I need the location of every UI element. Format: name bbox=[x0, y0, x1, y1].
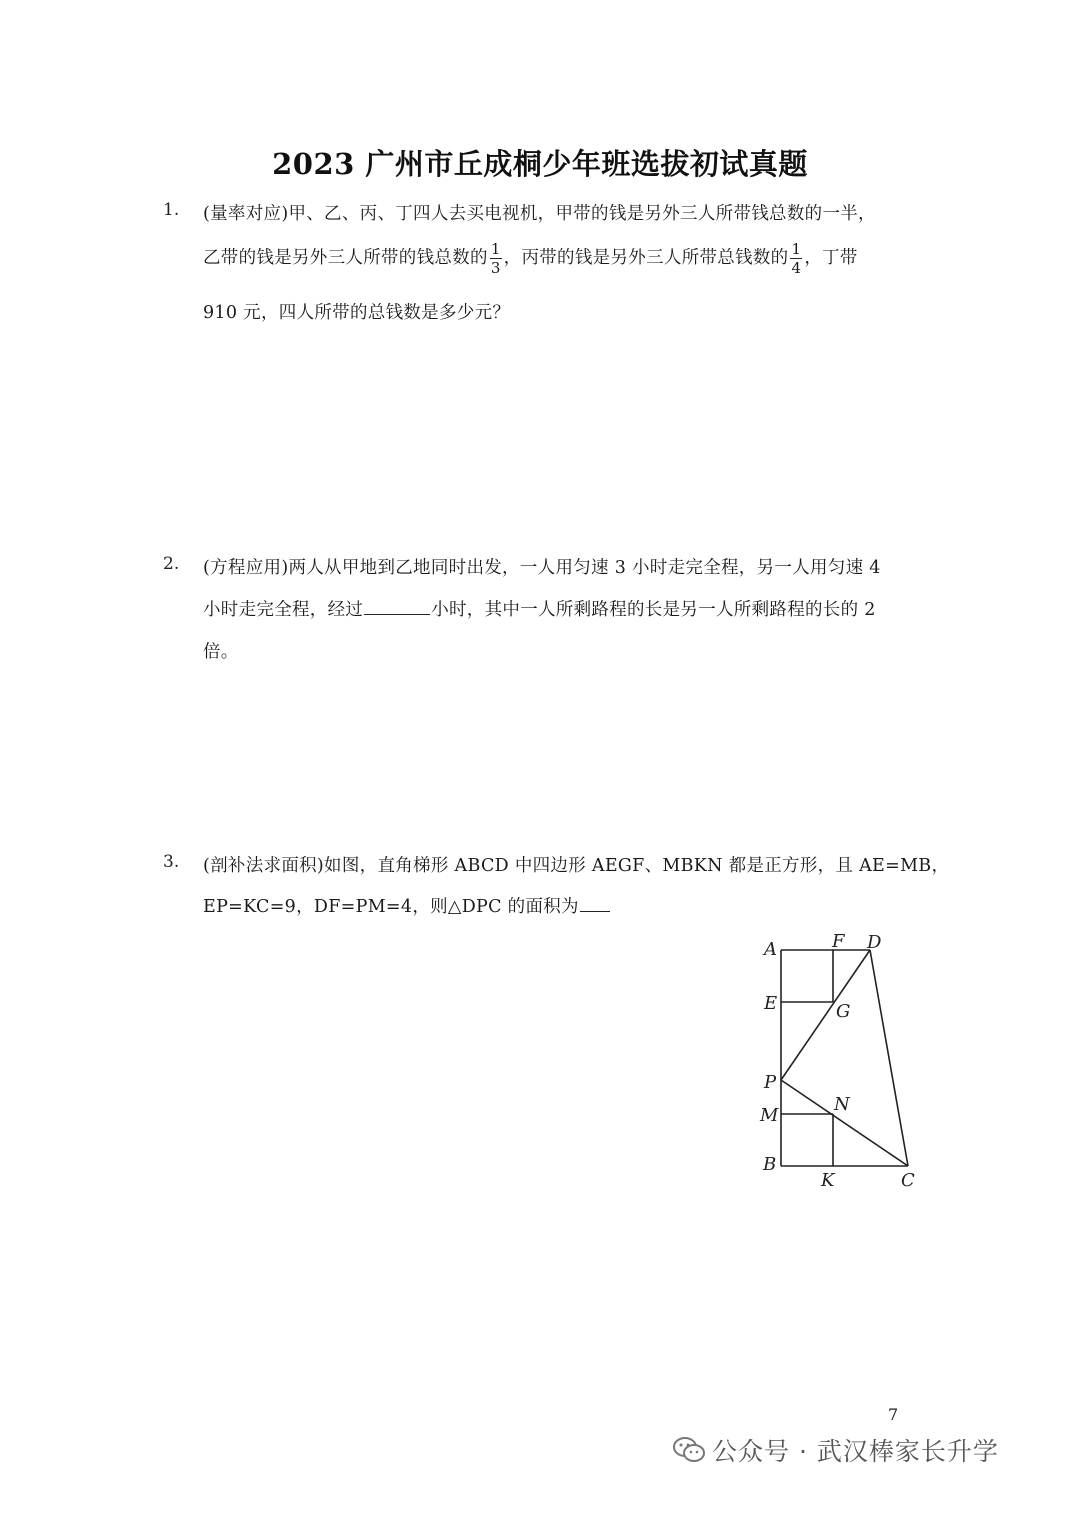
label-a: A bbox=[764, 939, 777, 960]
question-1-text-c: ，丁带 bbox=[804, 248, 858, 268]
segment-pc bbox=[781, 1080, 908, 1166]
label-f: F bbox=[832, 931, 845, 952]
question-3-text: EP=KC=9，DF=PM=4，则△DPC 的面积为 bbox=[203, 897, 579, 917]
question-3-line-1: (剖补法求面积)如图，直角梯形 ABCD 中四边形 AEGF、MBKN 都是正方形，且 AE=MB， bbox=[203, 856, 950, 876]
label-c: C bbox=[901, 1170, 915, 1191]
question-2-text-a: 小时走完全程，经过 bbox=[203, 600, 364, 620]
page-number: 7 bbox=[888, 1405, 899, 1424]
question-1-number: 1. bbox=[163, 200, 180, 220]
question-1-line-1: (量率对应)甲、乙、丙、丁四人去买电视机，甲带的钱是另外三人所带钱总数的一半， bbox=[203, 204, 876, 224]
question-1-line-3: 910 元，四人所带的总钱数是多少元？ bbox=[203, 303, 511, 323]
trapezoid-figure bbox=[748, 925, 948, 1195]
fraction-one-third: $\frac{1}{3}$ bbox=[490, 240, 501, 277]
label-m: M bbox=[760, 1105, 779, 1126]
segment-pd bbox=[781, 950, 870, 1080]
page-title: 2023 广州市丘成桐少年班选拔初试真题 bbox=[272, 147, 808, 181]
wechat-icon bbox=[672, 1435, 706, 1465]
question-2-number: 2. bbox=[163, 554, 180, 574]
label-k: K bbox=[821, 1170, 835, 1191]
question-1-text-a: 乙带的钱是另外三人所带的钱总数的 bbox=[203, 248, 488, 268]
fraction-one-quarter: $\frac{1}{4}$ bbox=[791, 240, 802, 277]
question-2-line-3: 倍。 bbox=[203, 642, 239, 662]
question-1-line-2 bbox=[203, 240, 858, 277]
question-2-line-1: (方程应用)两人从甲地到乙地同时出发，一人用匀速 3 小时走完全程，另一人用匀速 4 bbox=[203, 558, 881, 578]
question-3-line-2 bbox=[203, 893, 611, 918]
label-p: P bbox=[764, 1072, 777, 1093]
question-1-text-b: ，丙带的钱是另外三人所带总钱数的 bbox=[503, 248, 789, 268]
question-2-line-2 bbox=[203, 596, 876, 621]
label-n: N bbox=[834, 1094, 850, 1115]
segment-dc bbox=[870, 950, 908, 1166]
answer-blank[interactable] bbox=[580, 895, 610, 912]
watermark-text: 公众号 · 武汉棒家长升学 bbox=[712, 1437, 999, 1466]
answer-blank[interactable] bbox=[364, 598, 430, 615]
label-e: E bbox=[764, 993, 778, 1014]
question-3-number: 3. bbox=[163, 852, 180, 872]
label-g: G bbox=[836, 1001, 851, 1022]
label-b: B bbox=[763, 1154, 777, 1175]
label-d: D bbox=[867, 932, 882, 953]
question-2-text-b: 小时，其中一人所剩路程的长是另一人所剩路程的长的 2 bbox=[431, 600, 876, 620]
watermark bbox=[672, 1432, 999, 1468]
